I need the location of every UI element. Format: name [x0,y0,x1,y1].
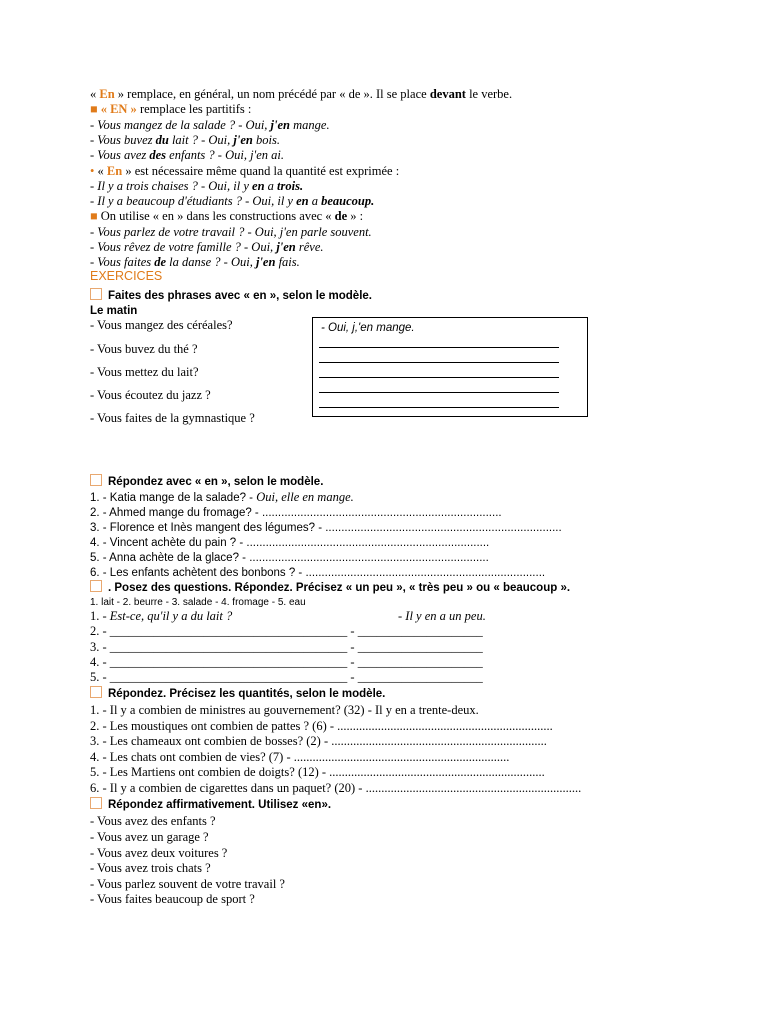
answer-line[interactable] [319,347,559,348]
exercise-c-word-list: 1. lait - 2. beurre - 3. salade - 4. fromage - 5. eau [90,597,306,608]
exercise-b-line[interactable]: 5. - Anna achète de la glace? - ........................................................................... [90,552,489,564]
rule-en-definition: « En » remplace, en général, un nom précédé par « de ». Il se place devant le verbe. [90,87,513,101]
example-chaises: - Il y a trois chaises ? - Oui, il y en a trois. [90,179,304,193]
answer-line[interactable] [319,362,559,363]
exercise-b-line[interactable]: 2. - Ahmed mange du fromage? - ........................................................................... [90,507,502,519]
checkbox-icon [90,288,102,300]
example-salade: - Vous mangez de la salade ? - Oui, j'en mange. [90,118,330,132]
model-answer: - Oui, j,'en mange. [321,322,415,334]
exercise-e-title: Répondez affirmativement. Utilisez «en». [90,797,331,813]
exercise-a-answer-box[interactable] [312,317,588,417]
checkbox-icon [90,474,102,486]
exercise-e-line: - Vous avez un garage ? [90,830,209,844]
rule-quantite: • « En » est nécessaire même quand la quantité est exprimée : [90,164,400,178]
example-lait: - Vous buvez du lait ? - Oui, j'en bois. [90,133,280,147]
exercise-d-line[interactable]: 3. - Les chameaux ont combien de bosses? (2) - ..................................................................... [90,734,547,748]
exercise-e-line: - Vous avez trois chats ? [90,861,211,875]
answer-line[interactable] [319,407,559,408]
answer-line[interactable] [319,392,559,393]
exercise-a-question: - Vous faites de la gymnastique ? [90,411,255,425]
exercise-d-line[interactable]: 2. - Les moustiques ont combien de pattes ? (6) - ..................................................................... [90,719,553,733]
exercise-b-line: 1. - Katia mange de la salade? - Oui, elle en mange. [90,490,354,504]
exercise-a-title: Faites des phrases avec « en », selon le modèle. [90,288,372,304]
rule-construction-de: ■ On utilise « en » dans les constructions avec « de » : [90,209,364,223]
example-famille: - Vous rêvez de votre famille ? - Oui, j'en rêve. [90,240,324,254]
exercise-b-line[interactable]: 6. - Les enfants achètent des bonbons ? - ........................................................................... [90,567,546,579]
exercise-c-model-answer: - Il y en a un peu. [398,609,486,623]
answer-line[interactable] [319,377,559,378]
exercise-c-line[interactable]: 3. - ______________________________________ - ____________________ [90,640,483,654]
exercise-d-title: Répondez. Précisez les quantités, selon le modèle. [90,686,385,702]
exercise-c-title: . Posez des questions. Répondez. Précisez « un peu », « très peu » ou « beaucoup ». [90,580,570,596]
exercise-a-question: - Vous buvez du thé ? [90,342,198,356]
example-enfants: - Vous avez des enfants ? - Oui, j'en ai. [90,148,284,162]
exercise-e-line: - Vous avez des enfants ? [90,814,216,828]
exercise-a-question: - Vous écoutez du jazz ? [90,388,211,402]
rule-partitifs: ■ « EN » remplace les partitifs : [90,102,252,116]
exercise-d-line[interactable]: 5. - Les Martiens ont combien de doigts? (12) - ..................................................................... [90,765,545,779]
checkbox-icon [90,580,102,592]
example-danse: - Vous faites de la danse ? - Oui, j'en fais. [90,255,300,269]
exercise-a-subtitle: Le matin [90,305,138,317]
example-etudiants: - Il y a beaucoup d'étudiants ? - Oui, il y en a beaucoup. [90,194,375,208]
checkbox-icon [90,686,102,698]
exercise-d-line: 1. - Il y a combien de ministres au gouvernement? (32) - Il y en a trente-deux. [90,703,479,717]
exercise-b-line[interactable]: 4. - Vincent achète du pain ? - ............................................................................ [90,537,490,549]
exercise-d-line[interactable]: 4. - Les chats ont combien de vies? (7) - ..................................................................... [90,750,510,764]
example-travail: - Vous parlez de votre travail ? - Oui, j'en parle souvent. [90,225,372,239]
exercise-c-line[interactable]: 5. - ______________________________________ - ____________________ [90,670,483,684]
exercise-b-line[interactable]: 3. - Florence et Inès mangent des légumes? - .......................................................................... [90,522,562,534]
exercise-e-line: - Vous parlez souvent de votre travail ? [90,877,285,891]
exercise-e-line: - Vous avez deux voitures ? [90,846,228,860]
exercise-b-title: Répondez avec « en », selon le modèle. [90,474,323,490]
exercise-a-question: - Vous mangez des céréales? [90,318,233,332]
exercise-d-line[interactable]: 6. - Il y a combien de cigarettes dans un paquet? (20) - ..................................................................... [90,781,582,795]
exercices-label: EXERCICES [90,269,163,283]
checkbox-icon [90,797,102,809]
exercise-e-line: - Vous faites beaucoup de sport ? [90,892,255,906]
exercise-a-question: - Vous mettez du lait? [90,365,199,379]
exercise-c-line[interactable]: 2. - ______________________________________ - ____________________ [90,624,483,638]
exercise-c-line[interactable]: 4. - ______________________________________ - ____________________ [90,655,483,669]
exercise-c-line: 1. - Est-ce, qu'il y a du lait ? [90,609,233,623]
